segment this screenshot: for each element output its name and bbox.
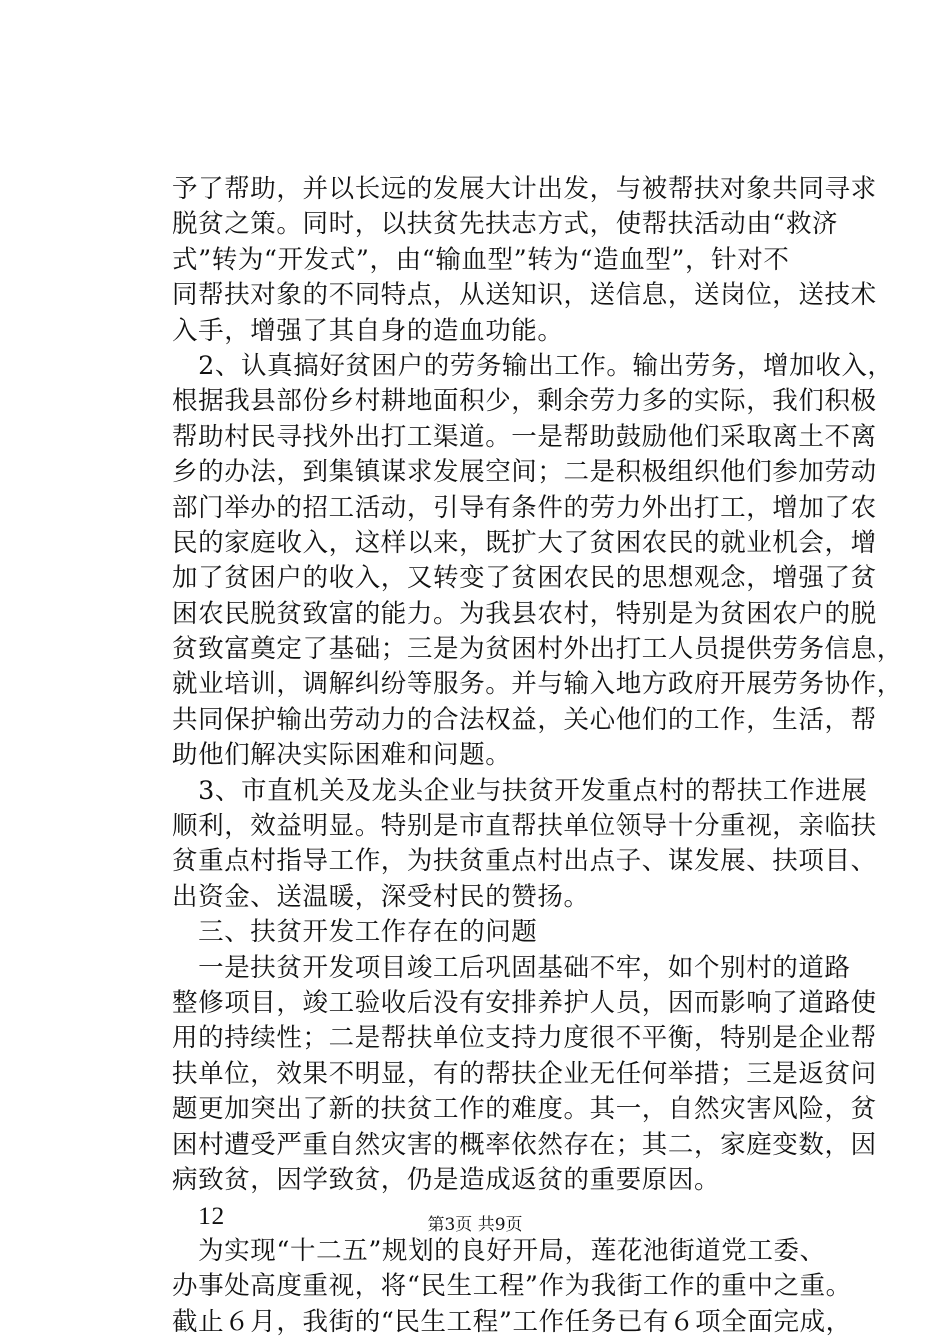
text-line-15: 就业培训，调解纠纷等服务。并与输入地方政府开展劳务协作， [172, 669, 903, 700]
text-line-29: 病致贫，因学致贫，仍是造成返贫的重要原因。 [172, 1164, 721, 1195]
text-line-28: 困村遭受严重自然灾害的概率依然存在；其二，家庭变数，因 [172, 1129, 877, 1160]
text-line-23: 一是扶贫开发项目竣工后巩固基础不牢，如个别村的道路 [172, 952, 851, 983]
text-line-25: 用的持续性；二是帮扶单位支持力度很不平衡，特别是企业帮 [172, 1023, 877, 1054]
text-line-16: 共同保护输出劳动力的合法权益，关心他们的工作，生活，帮 [172, 704, 877, 735]
text-line-18: 3、市直机关及龙头企业与扶贫开发重点村的帮扶工作进展 [172, 775, 868, 806]
text-line-11: 民的家庭收入，这样以来，既扩大了贫困农民的就业机会，增 [172, 527, 877, 558]
text-line-5: 入手，增强了其自身的造血功能。 [172, 315, 564, 346]
text-line-4: 同帮扶对象的不同特点，从送知识，送信息，送岗位，送技术 [172, 280, 877, 311]
text-line-30: 12 [172, 1201, 225, 1231]
page-footer: 第3页 共9页 [427, 1215, 523, 1235]
text-line-24: 整修项目，竣工验收后没有安排养护人员，因而影响了道路使 [172, 987, 877, 1018]
text-line-32: 办事处高度重视，将“民生工程”作为我街工作的重中之重。 [172, 1271, 852, 1302]
text-line-9: 乡的办法，到集镇谋求发展空间；二是积极组织他们参加劳动 [172, 457, 877, 488]
text-line-27: 题更加突出了新的扶贫工作的难度。其一，自然灾害风险，贫 [172, 1094, 877, 1125]
text-line-21: 出资金、送温暖，深受村民的赞扬。 [172, 881, 590, 912]
text-line-26: 扶单位，效果不明显，有的帮扶企业无任何举措；三是返贫问 [172, 1058, 877, 1089]
text-line-3: 式”转为“开发式”，由“输血型”转为“造血型”，针对不 [172, 244, 790, 275]
document-body [172, 172, 903, 1340]
section-heading: 三、扶贫开发工作存在的问题 [172, 917, 538, 948]
text-line-14: 贫致富奠定了基础；三是为贫困村外出打工人员提供劳务信息， [172, 634, 903, 665]
text-line-19: 顺利，效益明显。特别是市直帮扶单位领导十分重视，亲临扶 [172, 811, 877, 842]
text-line-1: 予了帮助，并以长远的发展大计出发，与被帮扶对象共同寻求 [172, 174, 877, 204]
text-line-7: 根据我县部份乡村耕地面积少，剩余劳力多的实际，我们积极 [172, 386, 877, 417]
text-line-31: 为实现“十二五”规划的良好开局，莲花池街道党工委、 [172, 1235, 826, 1266]
text-line-8: 帮助村民寻找外出打工渠道。一是帮助鼓励他们采取离土不离 [172, 421, 877, 452]
text-line-33: 截止６月，我街的“民生工程”工作任务已有６项全面完成， [172, 1306, 852, 1337]
text-line-10: 部门举办的招工活动，引导有条件的劳力外出打工，增加了农 [172, 492, 877, 523]
text-line-17: 助他们解决实际困难和问题。 [172, 740, 512, 771]
text-line-13: 困农民脱贫致富的能力。为我县农村，特别是为贫困农户的脱 [172, 598, 877, 629]
text-line-2: 脱贫之策。同时，以扶贫先扶志方式，使帮扶活动由“救济 [172, 209, 839, 240]
text-line-12: 加了贫困户的收入，又转变了贫困农民的思想观念，增强了贫 [172, 563, 877, 594]
text-line-20: 贫重点村指导工作，为扶贫重点村出点子、谋发展、扶项目、 [172, 846, 877, 877]
text-line-6: 2、认真搞好贫困户的劳务输出工作。输出劳务，增加收入， [172, 350, 894, 381]
